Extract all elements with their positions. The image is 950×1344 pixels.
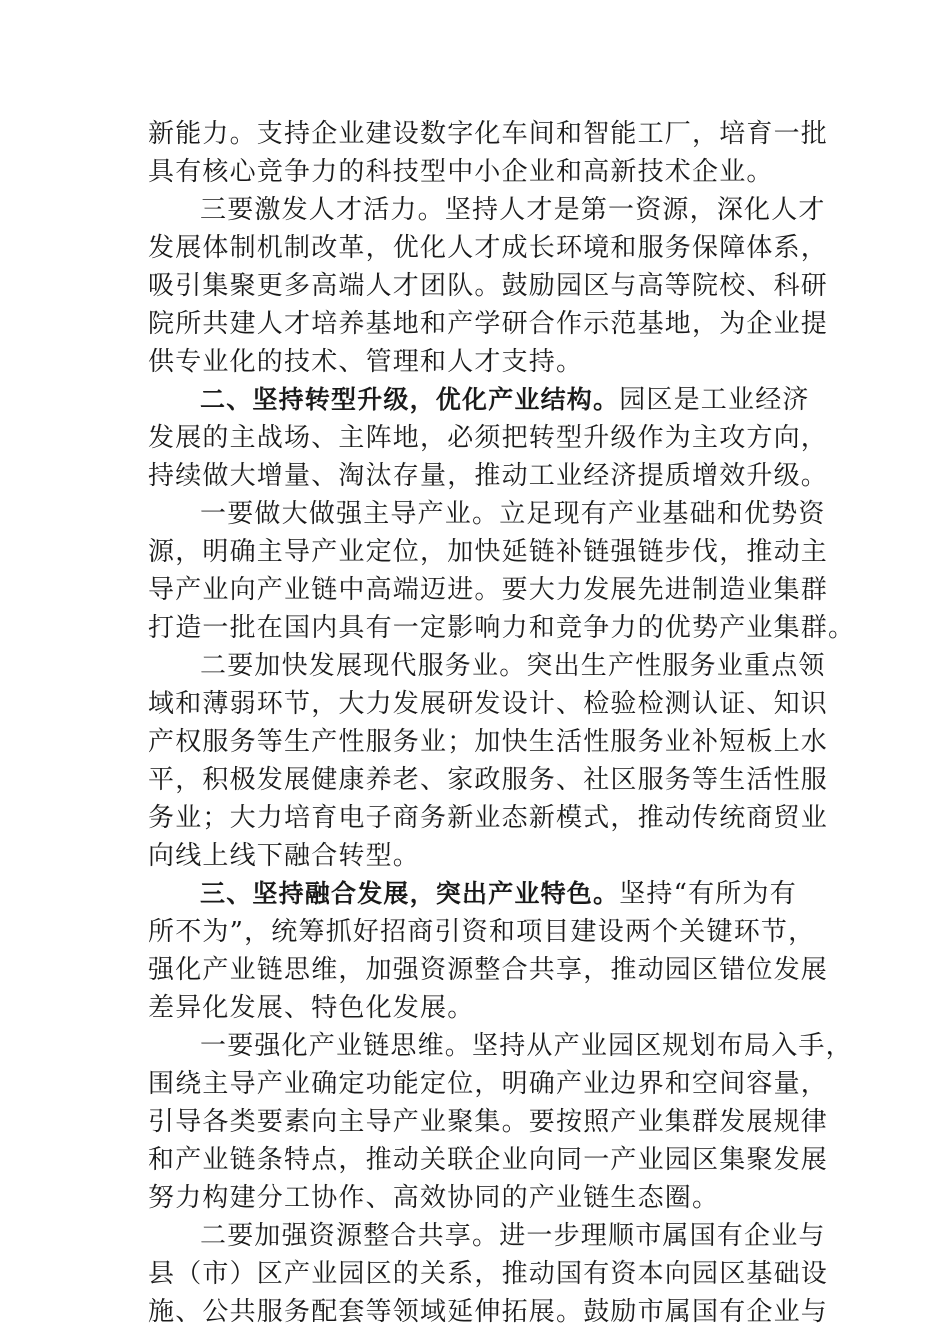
text-line: [148, 913, 816, 951]
text-line: [148, 989, 808, 1027]
text-line: [148, 723, 829, 761]
document-body: [148, 115, 856, 1331]
paragraph-text: 导产业向产业链中高端迈进。要大力发展先进制造业集群: [148, 575, 829, 605]
text-line: [148, 1179, 808, 1217]
paragraph-text: 新能力。支持企业建设数字化车间和智能工厂，培育一批: [148, 119, 829, 149]
text-line: [148, 761, 829, 799]
paragraph-text: 差异化发展、特色化发展。: [148, 993, 475, 1023]
paragraph-text: 突出生产性服务业重点领: [526, 651, 826, 681]
text-line: [148, 1293, 829, 1331]
paragraph-text: 县（市）区产业园区的关系，推动国有资本向园区基础设: [148, 1259, 829, 1289]
text-line: [148, 1103, 829, 1141]
paragraph-heading: 二要加快发展现代服务业。: [200, 651, 527, 681]
text-line: [148, 495, 826, 533]
paragraph-text: 吸引集聚更多高端人才团队。鼓励园区与高等院校、科研: [148, 271, 829, 301]
paragraph-heading: 二要加强资源整合共享。: [200, 1221, 500, 1251]
paragraph-heading: 一要强化产业链思维。: [200, 1031, 473, 1061]
paragraph-text: 围绕主导产业确定功能定位，明确产业边界和空间容量，: [148, 1069, 829, 1099]
paragraph-text: 向线上线下融合转型。: [148, 841, 421, 871]
paragraph-text: 具有核心竞争力的科技型中小企业和高新技术企业。: [148, 157, 774, 187]
text-line: [148, 875, 808, 913]
text-line: [148, 571, 829, 609]
paragraph-text: 域和薄弱环节，大力发展研发设计、检验检测认证、知识: [148, 689, 829, 719]
paragraph-text: 和产业链条特点，推动关联企业向同一产业园区集聚发展: [148, 1145, 829, 1175]
text-line: [148, 609, 856, 647]
text-line: [148, 381, 808, 419]
paragraph-heading: 一要做大做强主导产业。: [200, 499, 500, 529]
paragraph-text: 园区是工业经济: [619, 385, 810, 415]
paragraph-text: 施、公共服务配套等领域延伸拓展。鼓励市属国有企业与: [148, 1297, 829, 1327]
text-line: [148, 837, 808, 875]
text-line: [148, 457, 829, 495]
text-line: [148, 343, 808, 381]
paragraph-text: 源，明确主导产业定位，加快延链补链强链步伐，推动主: [148, 537, 829, 567]
paragraph-text: 发展体制机制改革，优化人才成长环境和服务保障体系，: [148, 233, 829, 263]
paragraph-text: 坚持“有所为有: [619, 879, 797, 909]
paragraph-text: 务业；大力培育电子商务新业态新模式，推动传统商贸业: [148, 803, 829, 833]
paragraph-text: 院所共建人才培养基地和产学研合作示范基地，为企业提: [148, 309, 829, 339]
text-line: [148, 267, 829, 305]
text-line: [148, 533, 829, 571]
text-line: [148, 685, 829, 723]
paragraph-text: 引导各类要素向主导产业聚集。要按照产业集群发展规律: [148, 1107, 829, 1137]
text-line: [148, 419, 829, 457]
text-line: [148, 1065, 829, 1103]
text-line: [148, 229, 829, 267]
paragraph-text: 努力构建分工协作、高效协同的产业链生态圈。: [148, 1183, 720, 1213]
text-line: [148, 1217, 826, 1255]
text-line: [148, 305, 829, 343]
text-line: [148, 1141, 829, 1179]
text-line: [148, 115, 829, 153]
text-line: [148, 153, 808, 191]
paragraph-heading: 三要激发人才活力。: [200, 195, 445, 225]
text-line: [148, 1027, 853, 1065]
paragraph-text: 产权服务等生产性服务业；加快生活性服务业补短板上水: [148, 727, 829, 757]
paragraph-text: 立足现有产业基础和优势资: [499, 499, 826, 529]
text-line: [148, 799, 829, 837]
text-line: [148, 191, 826, 229]
text-line: [148, 1255, 829, 1293]
paragraph-text: 发展的主战场、主阵地，必须把转型升级作为主攻方向，: [148, 423, 829, 453]
paragraph-text: 坚持从产业园区规划布局入手，: [472, 1031, 853, 1061]
text-line: [148, 951, 829, 989]
paragraph-text: 平，积极发展健康养老、家政服务、社区服务等生活性服: [148, 765, 829, 795]
paragraph-heading: 三、坚持融合发展，突出产业特色。: [200, 879, 620, 908]
paragraph-text: 坚持人才是第一资源，深化人才: [444, 195, 826, 225]
paragraph-text: 打造一批在国内具有一定影响力和竞争力的优势产业集群。: [148, 613, 856, 643]
paragraph-text: 所不为”，统筹抓好招商引资和项目建设两个关键环节，: [148, 917, 816, 947]
paragraph-text: 持续做大增量、淘汰存量，推动工业经济提质增效升级。: [148, 461, 829, 491]
paragraph-text: 供专业化的技术、管理和人才支持。: [148, 347, 584, 377]
paragraph-text: 进一步理顺市属国有企业与: [499, 1221, 826, 1251]
paragraph-text: 强化产业链思维，加强资源整合共享，推动园区错位发展: [148, 955, 829, 985]
paragraph-heading: 二、坚持转型升级，优化产业结构。: [200, 385, 620, 414]
text-line: [148, 647, 826, 685]
